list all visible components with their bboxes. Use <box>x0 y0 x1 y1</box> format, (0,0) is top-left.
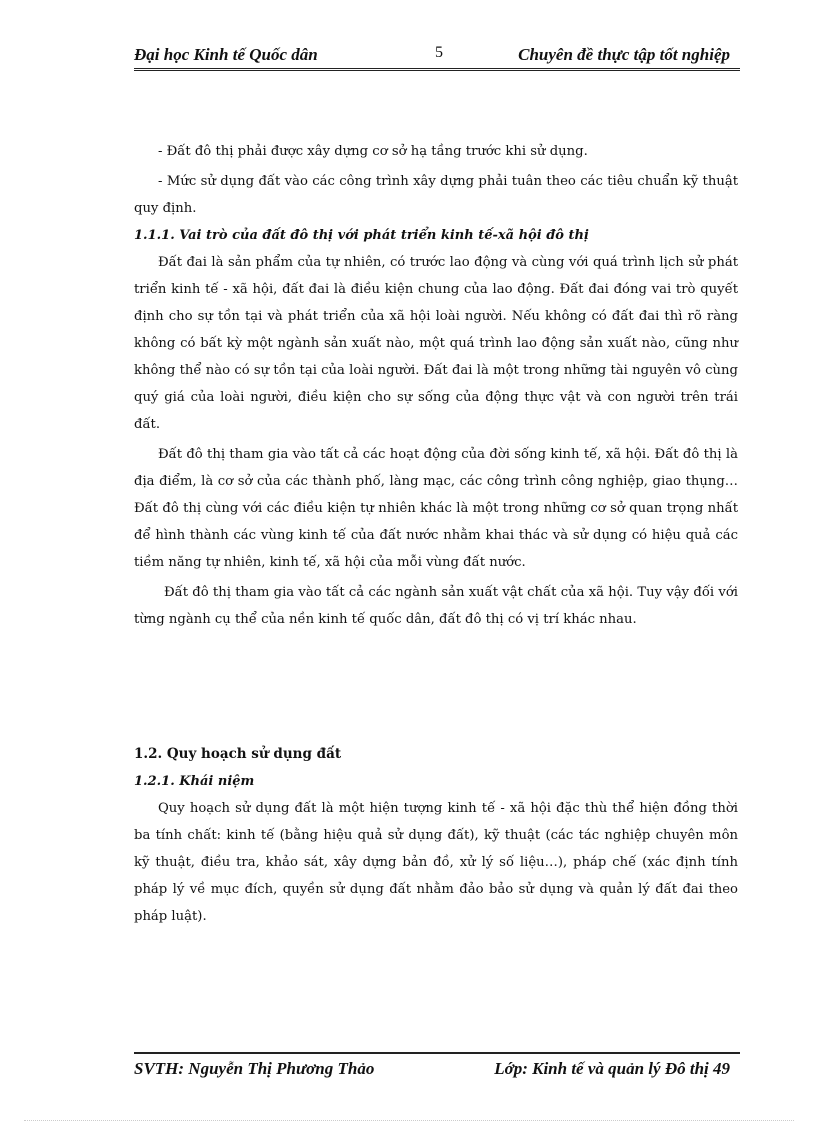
bullet-paragraph: - Mức sử dụng đất vào các công trình xây dựng phải tuân theo các tiêu chuẩn kỹ thuật quy định. <box>134 174 738 216</box>
body-paragraph: Đất đai là sản phẩm của tự nhiên, có trước lao động và cùng với quá trình lịch sử phát triển kinh tế - xã hội, đất đai là điều kiện chung của lao động. Đất đai đóng vai trò quyết định cho sự tồn tại và phát triển của xã hội loài người. Nếu không có đất đai thì rõ ràng không có bất kỳ một ngành sản xuất nào, một quá trình lao động sản xuất nào, cũng như không thể nào có sự tồn tại của loài người. Đất đai là một trong những tài nguyên vô cùng quý giá của loài người, điều kiện cho sự sống của động thực vật và con người trên trái đất. <box>134 255 738 432</box>
bullet-paragraph: - Đất đô thị phải được xây dựng cơ sở hạ tầng trước khi sử dụng. <box>158 144 588 159</box>
footer-student: SVTH: Nguyễn Thị Phương Thảo <box>134 1059 375 1078</box>
section-heading: 1.1.1. Vai trò của đất đô thị với phát triển kinh tế-xã hội đô thị <box>134 228 589 243</box>
document-body <box>134 138 738 930</box>
subsection-heading: 1.2.1. Khái niệm <box>134 774 255 789</box>
header-university: Đại học Kinh tế Quốc dân <box>134 45 318 64</box>
footer-class: Lớp: Kinh tế và quản lý Đô thị 49 <box>494 1059 730 1078</box>
section-heading: 1.2. Quy hoạch sử dụng đất <box>134 746 342 762</box>
header-page-number: 5 <box>435 44 443 61</box>
header-report-title: Chuyên đề thực tập tốt nghiệp <box>518 45 730 64</box>
page-header <box>134 44 740 71</box>
page-footer <box>134 1052 740 1084</box>
body-paragraph: Đất đô thị tham gia vào tất cả các hoạt động của đời sống kinh tế, xã hội. Đất đô thị là địa điểm, là cơ sở của các thành phố, làng mạc, các công trình công nghiệp, giao thụng… Đất đô thị cùng với các điều kiện tự nhiên khác là một trong những cơ sở quan trọng nhất để hình thành các vùng kinh tế của đất nước nhằm khai thác và sử dụng có hiệu quả các tiềm năng tự nhiên, kinh tế, xã hội của mỗi vùng đất nước. <box>134 447 738 570</box>
body-paragraph: Đất đô thị tham gia vào tất cả các ngành sản xuất vật chất của xã hội. Tuy vậy đối với từng ngành cụ thể của nền kinh tế quốc dân, đất đô thị có vị trí khác nhau. <box>134 585 738 627</box>
spacer <box>134 633 738 741</box>
page-edge-divider <box>24 1120 794 1121</box>
body-paragraph: Quy hoạch sử dụng đất là một hiện tượng kinh tế - xã hội đặc thù thể hiện đồng thời ba tính chất: kinh tế (bằng hiệu quả sử dụng đất), kỹ thuật (các tác nghiệp chuyên môn kỹ thuật, điều tra, khảo sát, xây dựng bản đồ, xử lý số liệu…), pháp chế (xác định tính pháp lý về mục đích, quyền sử dụng đất nhằm đảo bảo sử dụng và quản lý đất đai theo pháp luật). <box>134 801 738 924</box>
